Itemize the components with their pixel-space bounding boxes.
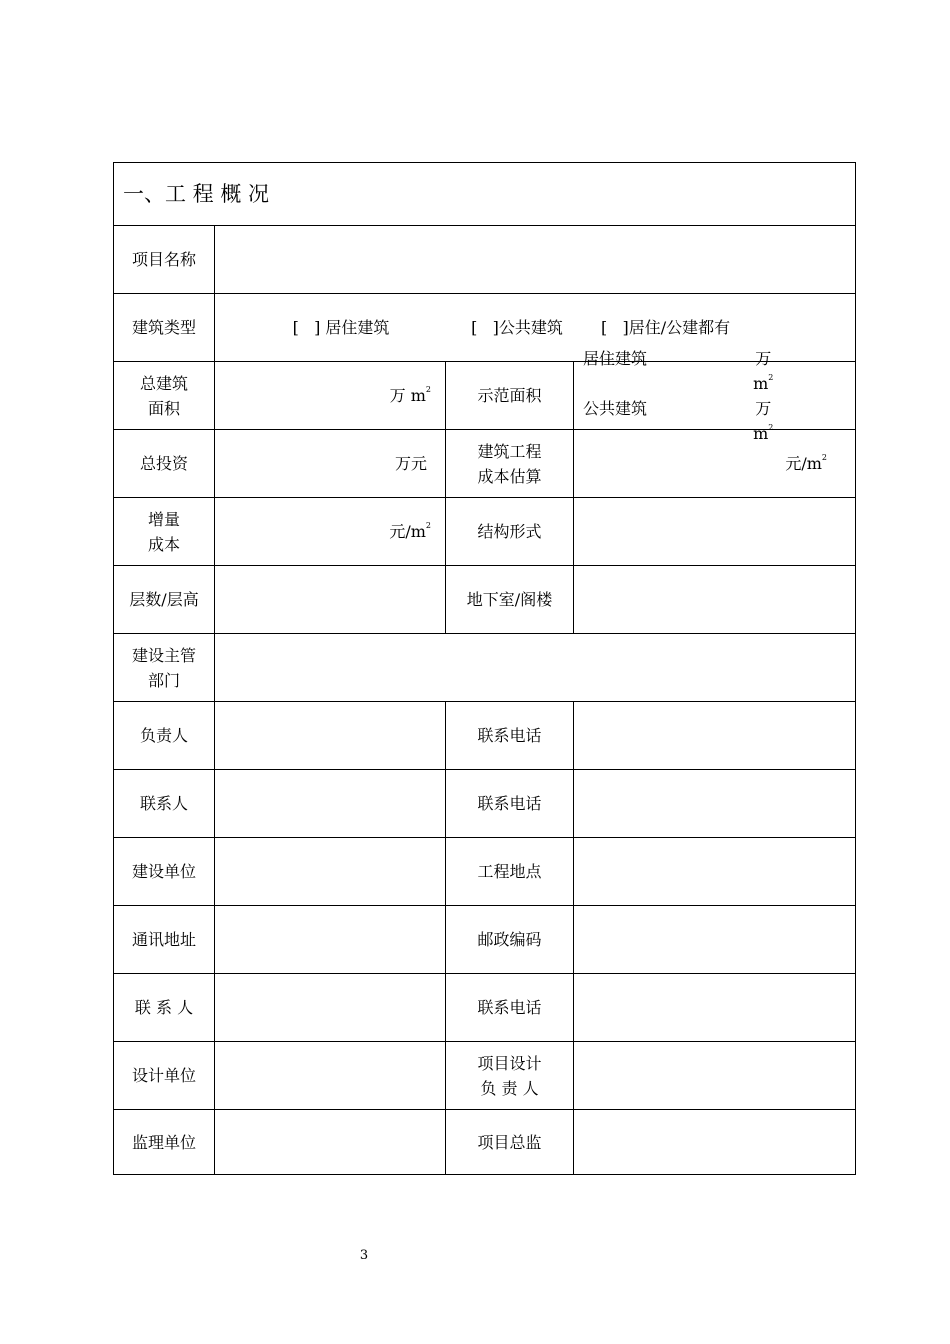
row-authority bbox=[114, 633, 855, 701]
contact-field[interactable] bbox=[214, 770, 445, 837]
row-designer bbox=[114, 1041, 855, 1109]
total-area-field[interactable] bbox=[214, 362, 445, 429]
label-floors: 层数/层高 bbox=[129, 590, 199, 609]
label-phone-contact: 联系电话 bbox=[445, 770, 573, 837]
row-contact2 bbox=[114, 973, 855, 1041]
row-builder bbox=[114, 837, 855, 905]
demo-area-public: 公共建筑 万 $m^2$ bbox=[583, 398, 774, 443]
label-project-name: 项目名称 bbox=[131, 250, 196, 269]
demo-area-residential: 居住建筑 万 $m^2$ bbox=[583, 348, 774, 393]
address-field[interactable] bbox=[214, 906, 445, 973]
row-supervisor bbox=[114, 1109, 855, 1175]
option-public-checkbox[interactable]: [ ]公共建筑 bbox=[471, 318, 563, 337]
option-both-checkbox[interactable]: [ ]居住/公建都有 bbox=[601, 318, 731, 337]
label-total-invest: 总投资 bbox=[139, 454, 188, 473]
label-authority: 建设主管 部门 bbox=[131, 645, 196, 690]
incremental-cost-field[interactable] bbox=[214, 498, 445, 565]
label-structure: 结构形式 bbox=[445, 498, 573, 565]
project-overview-form bbox=[113, 162, 856, 1175]
label-building-type: 建筑类型 bbox=[131, 318, 196, 337]
label-builder: 建设单位 bbox=[131, 862, 196, 881]
demo-area-field[interactable] bbox=[573, 348, 855, 443]
floors-field[interactable] bbox=[214, 566, 445, 633]
basement-field[interactable] bbox=[573, 566, 855, 633]
cost-estimate-unit: 元$/m^2$ bbox=[785, 453, 827, 473]
option-residential-checkbox[interactable]: [ ] 居住建筑 bbox=[292, 318, 390, 337]
phone-contact-field[interactable] bbox=[573, 770, 855, 837]
total-invest-field[interactable] bbox=[214, 430, 445, 497]
supervisor-field[interactable] bbox=[214, 1110, 445, 1175]
row-address bbox=[114, 905, 855, 973]
incremental-cost-unit: 元$/m^2$ bbox=[389, 521, 431, 541]
label-chief-supervisor: 项目总监 bbox=[445, 1110, 573, 1175]
label-cost-estimate: 建筑工程 成本估算 bbox=[445, 430, 573, 497]
builder-field[interactable] bbox=[214, 838, 445, 905]
label-postcode: 邮政编码 bbox=[445, 906, 573, 973]
section-title-row bbox=[114, 163, 855, 225]
cost-estimate-field[interactable] bbox=[573, 430, 855, 497]
label-total-area-line1: 总建筑 bbox=[139, 373, 188, 393]
label-contact2: 联 系 人 bbox=[134, 998, 194, 1017]
authority-field[interactable] bbox=[214, 634, 855, 701]
design-lead-field[interactable] bbox=[573, 1042, 855, 1109]
row-project-name bbox=[114, 225, 855, 293]
label-address: 通讯地址 bbox=[131, 930, 196, 949]
phone-principal-field[interactable] bbox=[573, 702, 855, 769]
postcode-field[interactable] bbox=[573, 906, 855, 973]
label-total-area-line2: 面积 bbox=[147, 398, 180, 418]
row-contact bbox=[114, 769, 855, 837]
label-contact: 联系人 bbox=[139, 794, 188, 813]
label-phone-contact2: 联系电话 bbox=[445, 974, 573, 1041]
label-phone-principal: 联系电话 bbox=[445, 702, 573, 769]
contact2-field[interactable] bbox=[214, 974, 445, 1041]
section-title: 一、工 程 概 况 bbox=[123, 181, 270, 206]
label-basement: 地下室/阁楼 bbox=[445, 566, 573, 633]
principal-field[interactable] bbox=[214, 702, 445, 769]
total-area-unit: 万 $m^2$ bbox=[389, 385, 431, 405]
structure-field[interactable] bbox=[573, 498, 855, 565]
phone-contact2-field[interactable] bbox=[573, 974, 855, 1041]
page-number: 3 bbox=[359, 1248, 369, 1263]
label-designer: 设计单位 bbox=[131, 1066, 196, 1085]
designer-field[interactable] bbox=[214, 1042, 445, 1109]
label-incremental-cost: 增量 成本 bbox=[147, 509, 180, 554]
chief-supervisor-field[interactable] bbox=[573, 1110, 855, 1175]
label-principal: 负责人 bbox=[139, 726, 188, 745]
label-site: 工程地点 bbox=[445, 838, 573, 905]
row-area bbox=[114, 348, 855, 443]
label-supervisor: 监理单位 bbox=[131, 1133, 196, 1152]
label-design-lead: 项目设计 负 责 人 bbox=[445, 1042, 573, 1109]
label-total-area bbox=[114, 362, 214, 429]
row-incremental-cost bbox=[114, 497, 855, 565]
site-field[interactable] bbox=[573, 838, 855, 905]
label-demo-area: 示范面积 bbox=[445, 362, 573, 429]
project-name-field[interactable] bbox=[214, 226, 855, 293]
total-invest-unit: 万元 bbox=[394, 454, 427, 473]
row-floors bbox=[114, 565, 855, 633]
row-investment bbox=[114, 429, 855, 497]
row-principal bbox=[114, 701, 855, 769]
